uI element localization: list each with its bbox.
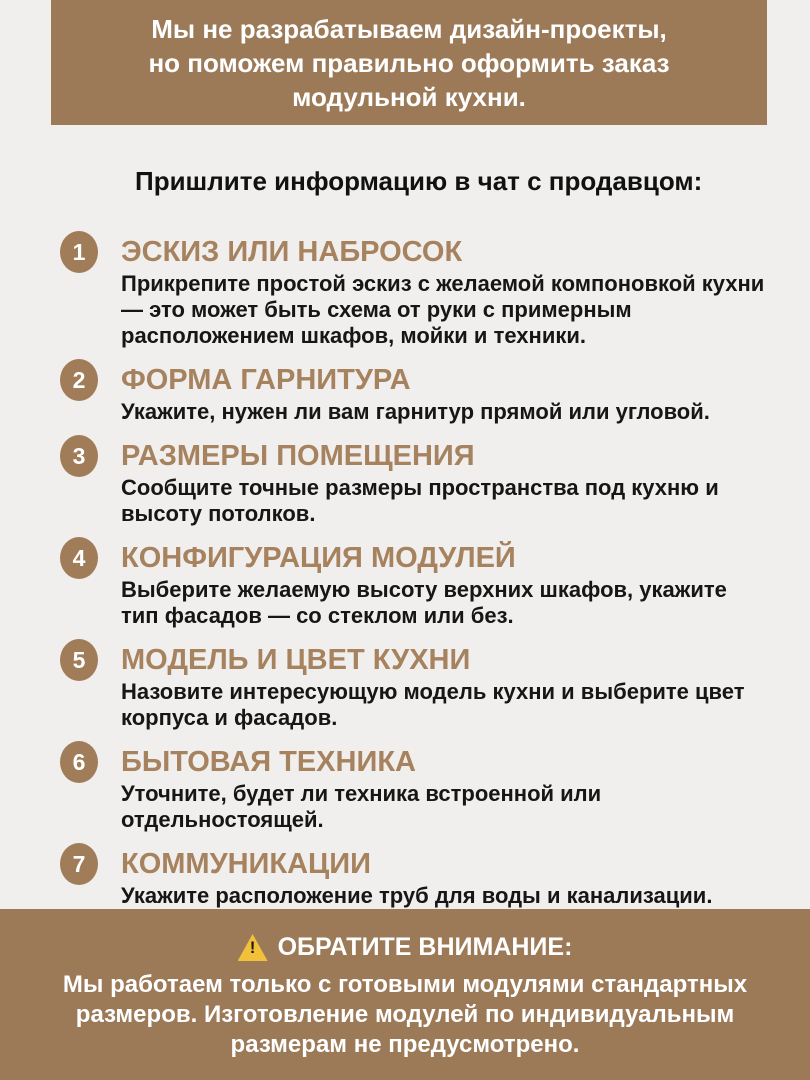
page-subtitle: Пришлите информацию в чат с продавцом:: [135, 166, 703, 196]
step-description: Укажите, нужен ли вам гарнитур прямой или угловой.: [121, 399, 710, 424]
footer-title-row: [0, 933, 810, 962]
step-content: [121, 365, 766, 425]
step-content: [121, 543, 766, 629]
footer-warning-banner: [0, 909, 810, 1080]
step-number-badge: 2: [60, 359, 98, 401]
step-title: РАЗМЕРЫ ПОМЕЩЕНИЯ: [121, 440, 475, 472]
header-line: но поможем правильно оформить заказ: [148, 47, 670, 78]
step-item: [60, 236, 765, 349]
step-title: МОДЕЛЬ И ЦВЕТ КУХНИ: [121, 644, 471, 676]
step-description: Укажите расположение труб для воды и канализации.: [121, 883, 713, 908]
header-banner: [51, 0, 767, 125]
warning-exclamation: !: [249, 938, 256, 957]
step-item: [60, 645, 760, 731]
step-content: [121, 645, 766, 731]
header-line: модульной кухни.: [292, 81, 526, 112]
header-line: Мы не разрабатываем дизайн-проекты,: [151, 13, 667, 44]
warning-triangle-icon: [238, 934, 268, 961]
step-item: [60, 543, 760, 629]
step-item: [60, 365, 760, 425]
step-description: Прикрепите простой эскиз с желаемой компоновкой кухни — это может быть схема от руки с примерным расположением шкафов, мойки и техники.: [121, 271, 765, 348]
footer-text: Мы работаем только с готовыми модулями стандартных размеров. Изготовление модулей по индивидуальным размерам не предусмотрено.: [62, 971, 748, 1058]
step-description: Сообщите точные размеры пространства под кухню и высоту потолков.: [121, 475, 719, 526]
step-title: КОММУНИКАЦИИ: [121, 848, 371, 880]
step-description: Назовите интересующую модель кухни и выберите цвет корпуса и фасадов.: [121, 679, 745, 730]
step-number-badge: 6: [60, 741, 98, 783]
step-description: Уточните, будет ли техника встроенной или отдельностоящей.: [121, 781, 602, 832]
step-item: [60, 441, 760, 527]
step-title: ФОРМА ГАРНИТУРА: [121, 364, 411, 396]
steps-list: [60, 236, 765, 925]
step-content: [121, 747, 766, 833]
step-number-badge: 7: [60, 843, 98, 885]
step-title: КОНФИГУРАЦИЯ МОДУЛЕЙ: [121, 542, 516, 574]
step-content: [121, 849, 766, 909]
step-item: [60, 747, 760, 833]
step-description: Выберите желаемую высоту верхних шкафов, укажите тип фасадов — со стеклом или без.: [121, 577, 727, 628]
step-content: [121, 237, 766, 349]
footer-title: ОБРАТИТЕ ВНИМАНИЕ:: [277, 933, 573, 961]
step-title: БЫТОВАЯ ТЕХНИКА: [121, 746, 416, 778]
step-title: ЭСКИЗ ИЛИ НАБРОСОК: [121, 236, 463, 268]
step-number-badge: 4: [60, 537, 98, 579]
step-number-badge: 5: [60, 639, 98, 681]
step-content: [121, 441, 766, 527]
step-number-badge: 1: [60, 231, 98, 273]
step-number-badge: 3: [60, 435, 98, 477]
step-item: [60, 849, 760, 909]
